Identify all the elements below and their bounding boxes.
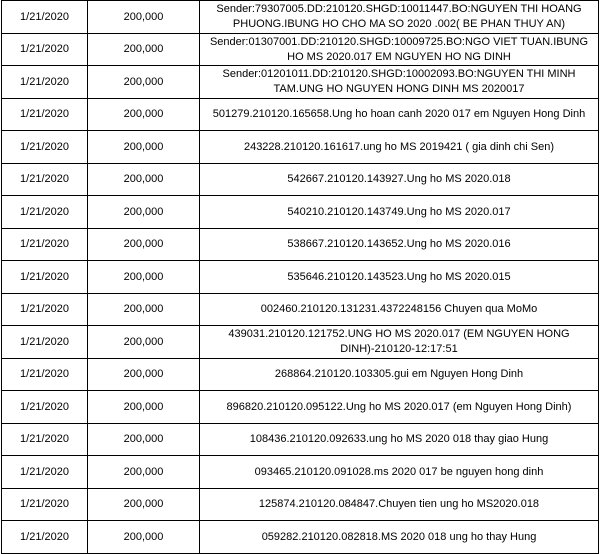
description-cell: 896820.210120.095122.Ung ho MS 2020.017 (em Nguyen Hong Dinh) — [200, 391, 599, 424]
date-cell: 1/21/2020 — [2, 521, 88, 554]
amount-cell: 200,000 — [88, 326, 200, 359]
amount-cell: 200,000 — [88, 521, 200, 554]
description-cell: 501279.210120.165658.Ung ho hoan canh 2020 017 em Nguyen Hong Dinh — [200, 99, 599, 131]
amount-cell: 200,000 — [88, 1, 200, 34]
description-cell: 125874.210120.084847.Chuyen tien ung ho MS2020.018 — [200, 489, 599, 521]
table-row — [2, 359, 599, 391]
description-cell: 535646.210120.143523.Ung ho MS 2020.015 — [200, 261, 599, 294]
description-cell: 093465.210120.091028.ms 2020 017 be nguyen hong dinh — [200, 456, 599, 489]
date-cell: 1/21/2020 — [2, 456, 88, 489]
table-row — [2, 489, 599, 521]
date-cell: 1/21/2020 — [2, 66, 88, 99]
amount-cell: 200,000 — [88, 196, 200, 229]
date-cell: 1/21/2020 — [2, 391, 88, 424]
amount-cell: 200,000 — [88, 131, 200, 164]
table-row — [2, 294, 599, 326]
description-cell: Sender:79307005.DD:210120.SHGD:10011447.BO:NGUYEN THI HOANG PHUONG.IBUNG HO CHO MA SO 2020 .002( BE PHAN THUY AN) — [200, 1, 599, 34]
table-row — [2, 1, 599, 34]
description-cell: 108436.210120.092633.ung ho MS 2020 018 thay giao Hung — [200, 424, 599, 456]
amount-cell: 200,000 — [88, 66, 200, 99]
date-cell: 1/21/2020 — [2, 489, 88, 521]
table-row — [2, 66, 599, 99]
description-cell: 538667.210120.143652.Ung ho MS 2020.016 — [200, 229, 599, 261]
description-cell: 002460.210120.131231.4372248156 Chuyen qua MoMo — [200, 294, 599, 326]
date-cell: 1/21/2020 — [2, 196, 88, 229]
table-row — [2, 261, 599, 294]
amount-cell: 200,000 — [88, 456, 200, 489]
amount-cell: 200,000 — [88, 359, 200, 391]
amount-cell: 200,000 — [88, 261, 200, 294]
amount-cell: 200,000 — [88, 34, 200, 66]
description-cell: 542667.210120.143927.Ung ho MS 2020.018 — [200, 164, 599, 196]
table-row — [2, 99, 599, 131]
description-cell: Sender:01307001.DD:210120.SHGD:10009725.BO:NGO VIET TUAN.IBUNG HO MS 2020.017 EM NGUYEN HO NG DINH — [200, 34, 599, 66]
table-row — [2, 456, 599, 489]
table-row — [2, 164, 599, 196]
description-cell: Sender:01201011.DD:210120.SHGD:10002093.BO:NGUYEN THI MINH TAM.UNG HO NGUYEN HONG DINH MS 2020017 — [200, 66, 599, 99]
amount-cell: 200,000 — [88, 391, 200, 424]
description-cell: 540210.210120.143749.Ung ho MS 2020.017 — [200, 196, 599, 229]
table-row — [2, 326, 599, 359]
table-row — [2, 131, 599, 164]
date-cell: 1/21/2020 — [2, 294, 88, 326]
date-cell: 1/21/2020 — [2, 1, 88, 34]
transactions-body — [2, 1, 599, 554]
transactions-table — [1, 0, 599, 554]
amount-cell: 200,000 — [88, 229, 200, 261]
table-row — [2, 391, 599, 424]
amount-cell: 200,000 — [88, 424, 200, 456]
description-cell: 268864.210120.103305.gui em Nguyen Hong Dinh — [200, 359, 599, 391]
table-row — [2, 34, 599, 66]
date-cell: 1/21/2020 — [2, 261, 88, 294]
table-row — [2, 196, 599, 229]
date-cell: 1/21/2020 — [2, 359, 88, 391]
description-cell: 243228.210120.161617.ung ho MS 2019421 ( gia dinh chi Sen) — [200, 131, 599, 164]
description-cell: 059282.210120.082818.MS 2020 018 ung ho thay Hung — [200, 521, 599, 554]
description-cell: 439031.210120.121752.UNG HO MS 2020.017 (EM NGUYEN HONG DINH)-210120-12:17:51 — [200, 326, 599, 359]
date-cell: 1/21/2020 — [2, 229, 88, 261]
amount-cell: 200,000 — [88, 489, 200, 521]
amount-cell: 200,000 — [88, 294, 200, 326]
date-cell: 1/21/2020 — [2, 164, 88, 196]
date-cell: 1/21/2020 — [2, 34, 88, 66]
date-cell: 1/21/2020 — [2, 326, 88, 359]
table-row — [2, 521, 599, 554]
date-cell: 1/21/2020 — [2, 131, 88, 164]
amount-cell: 200,000 — [88, 99, 200, 131]
amount-cell: 200,000 — [88, 164, 200, 196]
table-row — [2, 424, 599, 456]
date-cell: 1/21/2020 — [2, 424, 88, 456]
date-cell: 1/21/2020 — [2, 99, 88, 131]
table-row — [2, 229, 599, 261]
